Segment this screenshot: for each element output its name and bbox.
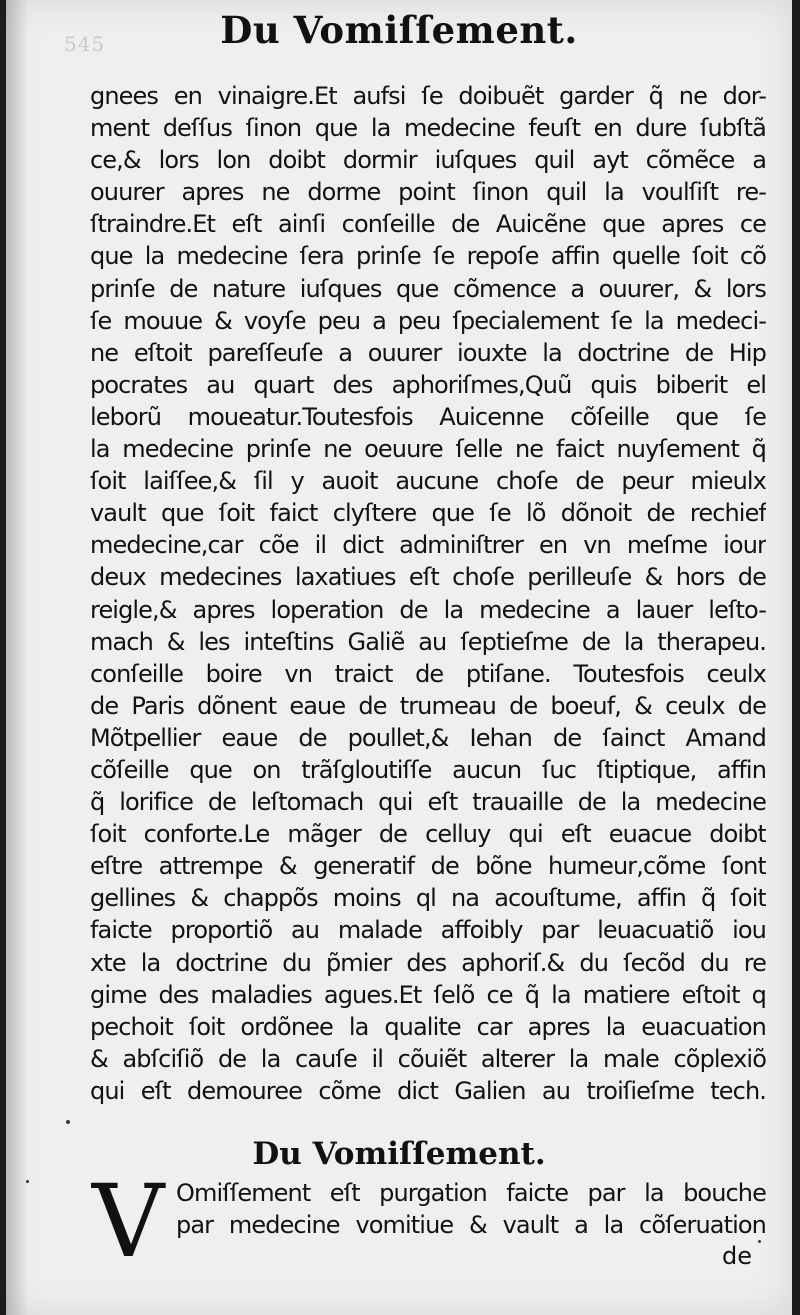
- text-line: reigle,& apres loperation de la medecine a lauer leſto-: [90, 595, 766, 624]
- section-heading: Du Vomiſſement.: [252, 1136, 546, 1172]
- catchword: de: [722, 1242, 752, 1270]
- drop-cap: V: [92, 1163, 165, 1280]
- main-text-block: [90, 80, 766, 1107]
- text-line: gellines & chappõs moins ql na acouſtume, affin q̃ ſoit: [90, 884, 766, 913]
- text-line: de Paris dõnent eaue de trumeau de boeuf, & ceulx de: [90, 691, 766, 720]
- section-text-block: [176, 1177, 766, 1241]
- text-line: ſoit conforte.Le mãger de celluy qui eſt euacue doibt: [90, 820, 766, 849]
- text-line: medecine,car cõe il dict adminiſtrer en vn meſme iour: [90, 531, 766, 560]
- text-line: xte la doctrine du p̃mier des aphoriſ.& du ſecõd du re: [90, 948, 766, 977]
- page-gutter-shadow: [6, 0, 28, 1315]
- text-line: la medecine prinſe ne oeuure ſelle ne faict nuyſement q̃: [90, 435, 766, 464]
- text-line: prinſe de nature iuſques que cõmence a ouurer, & lors: [90, 274, 766, 303]
- text-line: que la medecine ſera prinſe ſe repoſe affin quelle ſoit cõ: [90, 242, 766, 271]
- text-line: mach & les inteſtins Galiẽ au ſeptieſme de la therapeu.: [90, 627, 766, 656]
- text-line: qui eſt demouree cõme dict Galien au troiſieſme tech.: [90, 1076, 766, 1105]
- text-line: cõſeille que on trãſgloutiſſe aucun ſuc ſtiptique, affin: [90, 755, 766, 784]
- text-line: pechoit ſoit ordõnee la qualite car apres la euacuation: [90, 1012, 766, 1041]
- section-line: Omiſſement eſt purgation faicte par la bouche: [176, 1179, 766, 1207]
- ink-speck: [26, 1180, 29, 1183]
- text-line: leborũ moueatur.Toutesfois Auicenne cõſeille que ſe: [90, 402, 766, 431]
- text-line: q̃ lorifice de leſtomach qui eſt trauaille de la medecine: [90, 788, 766, 817]
- text-line: ouurer apres ne dorme point ſinon quil la voulſiſt re-: [90, 178, 766, 207]
- show-through-folio: 545: [64, 32, 106, 56]
- text-line: ſtraindre.Et eſt ainſi conſeille de Auicẽne que apres ce: [90, 210, 766, 239]
- text-line: ment deſſus ſinon que la medecine feuſt en dure ſubſtã: [90, 114, 766, 143]
- ink-speck: [758, 1240, 761, 1243]
- text-line: deux medecines laxatiues eſt choſe perilleuſe & hors de: [90, 563, 766, 592]
- text-line: pocrates au quart des aphoriſmes,Quũ quis biberit el: [90, 370, 766, 399]
- text-line: conſeille boire vn traict de ptiſane. Toutesfois ceulx: [90, 659, 766, 688]
- text-line: ſe mouue & voyſe peu a peu ſpecialement ſe la medeci-: [90, 306, 766, 335]
- section-line: par medecine vomitiue & vault a la cõſeruation: [176, 1211, 766, 1240]
- running-title: Du Vomiſſement.: [220, 8, 578, 52]
- text-line: Mõtpellier eaue de poullet,& Iehan de ſainct Amand: [90, 723, 766, 752]
- ink-speck: [66, 1120, 70, 1124]
- text-line: faicte proportiõ au malade affoibly par leuacuatiõ iou: [90, 916, 766, 945]
- text-line: & abſciſiõ de la cauſe il cõuiẽt alterer la male cõplexiõ: [90, 1044, 766, 1073]
- text-line: ne eſtoit pareſſeuſe a ouurer iouxte la doctrine de Hip: [90, 338, 766, 367]
- text-line: gime des maladies agues.Et ſelõ ce q̃ la matiere eſtoit q: [90, 980, 766, 1009]
- text-line: vault que ſoit faict clyſtere que ſe lõ dõnoit de rechief: [90, 499, 766, 528]
- text-line: gnees en vinaigre.Et aufsi ſe doibuẽt garder q̃ ne dor-: [90, 82, 766, 110]
- text-line: ce,& lors lon doibt dormir iuſques quil ayt cõmẽce a: [90, 146, 766, 175]
- text-line: ſoit laiſſee,& ſil y auoit aucune choſe de peur mieulx: [90, 467, 766, 496]
- book-page: [6, 0, 792, 1315]
- text-line: eſtre attrempe & generatif de bõne humeur,cõme ſont: [90, 852, 766, 881]
